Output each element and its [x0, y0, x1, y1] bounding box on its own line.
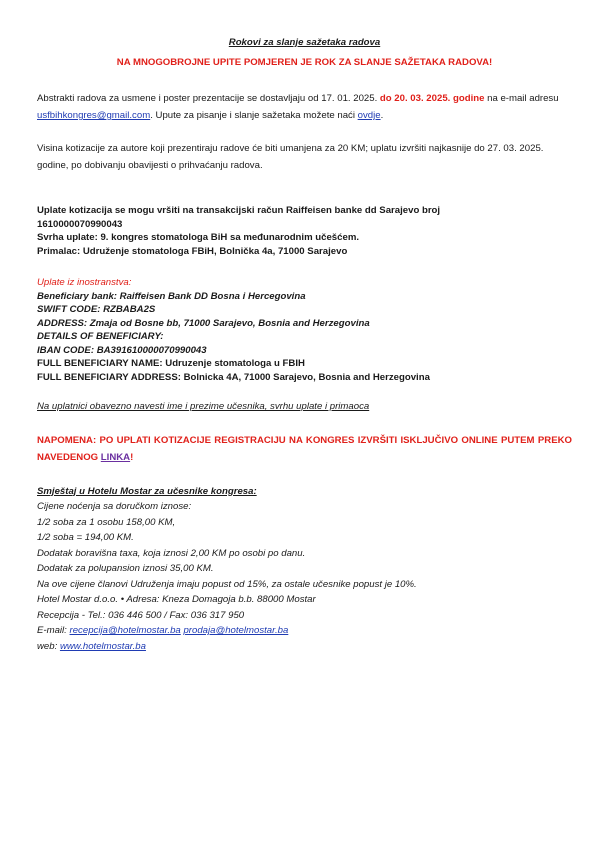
hotel-web-link[interactable]: www.hotelmostar.ba	[59, 640, 146, 652]
payment-slip-note: Na uplatnici obavezno navesti ime i prezime učesnika, svrhu uplate i primaoca	[37, 401, 370, 412]
foreign-heading: Uplate iz inostranstva:	[37, 277, 132, 288]
foreign-address: ADDRESS: Zmaja od Bosne bb, 71000 Sarajevo, Bosnia and Herzegovina	[37, 317, 370, 329]
foreign-iban: IBAN CODE: BA391610000070990043	[37, 344, 207, 356]
registration-note	[37, 432, 572, 466]
page-title: Rokovi za slanje sažetaka radova	[228, 37, 381, 48]
hotel-email-sales-link[interactable]: prodaja@hotelmostar.ba	[183, 625, 289, 636]
deadline-notice: NA MNOGOBROJNE UPITE POMJEREN JE ROK ZA SLANJE SAŽETAKA RADOVA!	[116, 57, 493, 68]
hotel-section	[37, 484, 572, 655]
hotel-discount: Na ove cijene članovi Udruženja imaju popust od 15%, za ostale učesnike popust je 10%.	[37, 578, 417, 590]
domestic-recipient: Primalac: Udruženje stomatologa FBiH, Bolnička 4a, 71000 Sarajevo	[37, 245, 348, 257]
hotel-single-price: 1/2 soba za 1 osobu 158,00 KM,	[37, 516, 176, 528]
foreign-full-name: FULL BENEFICIARY NAME: Udruzenje stomatologa u FBIH	[37, 358, 305, 369]
hotel-email-reception-link[interactable]: recepcija@hotelmostar.ba	[69, 625, 181, 636]
abstracts-text-mid: na e-mail adresu	[487, 93, 559, 104]
abstracts-end: .	[380, 110, 384, 121]
hotel-web-label: web:	[37, 640, 58, 652]
abstracts-deadline: do 20. 03. 2025. godine	[379, 93, 485, 104]
fee-paragraph: Visina kotizacije za autore koji prezentiraju radove će biti umanjena za 20 KM; uplatu izvršiti najkasnije do 27. 03. 2025. godine, po dobivanju obavijesti o prihvaćanju radova.	[37, 143, 544, 171]
foreign-beneficiary-bank: Beneficiary bank: Raiffeisen Bank DD Bosna i Hercegovina	[37, 290, 306, 302]
hotel-tax: Dodatak boravišna taxa, koja iznosi 2,00 KM po osobi po danu.	[37, 547, 306, 559]
hotel-email-label: E-mail:	[37, 625, 67, 636]
hotel-web-line	[37, 639, 572, 655]
abstracts-email-link[interactable]: usfbihkongres@gmail.com	[37, 110, 151, 121]
domestic-line-1: Uplate kotizacija se mogu vršiti na transakcijski račun Raiffeisen banke dd Sarajevo broj	[37, 205, 441, 216]
foreign-details: DETAILS OF BENEFICIARY:	[37, 331, 164, 342]
foreign-swift: SWIFT CODE: RZBABA2S	[37, 304, 156, 315]
registration-note-end: !	[130, 451, 134, 463]
hotel-heading: Smještaj u Hotelu Mostar za učesnike kongresa:	[37, 485, 257, 497]
domestic-payment-block	[37, 204, 572, 258]
instructions-link[interactable]: ovdje	[357, 110, 381, 121]
abstracts-text-before: Abstrakti radova za usmene i poster prezentacije se dostavljaju od 17. 01. 2025.	[37, 93, 378, 104]
hotel-prices-intro: Cijene noćenja sa doručkom iznose:	[37, 501, 192, 512]
hotel-half-board: Dodatak za polupansion iznosi 35,00 KM.	[37, 563, 214, 574]
hotel-address: Hotel Mostar d.o.o. • Adresa: Kneza Domagoja b.b. 88000 Mostar	[37, 594, 316, 605]
abstracts-text-after: . Upute za pisanje i slanje sažetaka možete naći	[150, 110, 355, 121]
domestic-account-number: 1610000070990043	[37, 218, 123, 230]
hotel-double-price: 1/2 soba = 194,00 KM.	[37, 532, 134, 543]
foreign-full-address: FULL BENEFICIARY ADDRESS: Bolnicka 4A, 71000 Sarajevo, Bosnia and Herzegovina	[37, 371, 430, 383]
registration-link[interactable]: LINKA	[100, 451, 131, 463]
abstracts-paragraph	[37, 90, 572, 124]
registration-note-text: NAPOMENA: PO UPLATI KOTIZACIJE REGISTRACIJU NA KONGRES IZVRŠITI ISKLJUČIVO ONLINE PUTEM PREKO NAVEDENOG	[37, 434, 572, 463]
document-page	[37, 37, 572, 654]
hotel-email-line	[37, 623, 572, 639]
foreign-payment-block	[37, 276, 572, 384]
hotel-phone: Recepcija - Tel.: 036 446 500 / Fax: 036 317 950	[37, 609, 245, 621]
domestic-purpose: Svrha uplate: 9. kongres stomatologa BiH sa međunarodnim učešćem.	[37, 232, 360, 243]
